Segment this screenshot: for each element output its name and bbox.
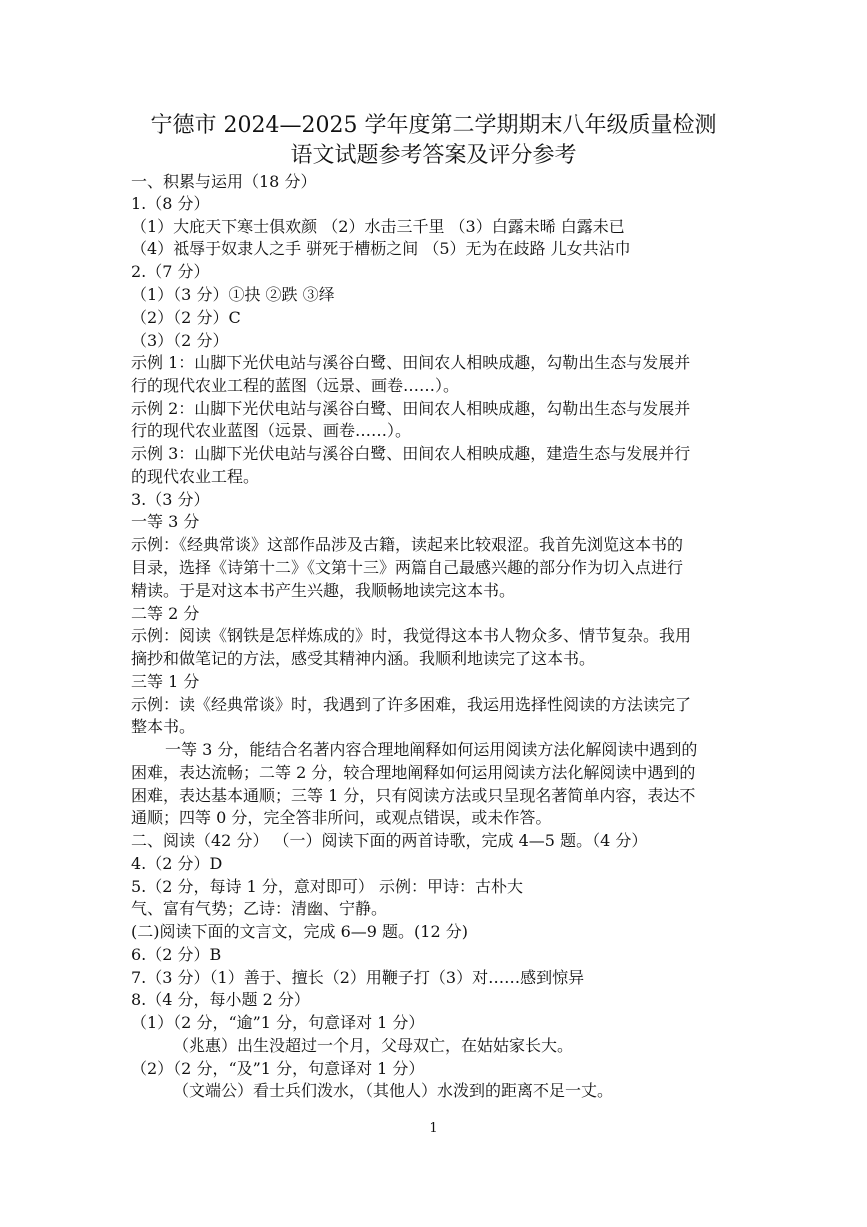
question-number: 3.（3 分） [131, 490, 210, 509]
answer-line: 7.（3 分）（1）善于、擅长（2）用鞭子打（3）对……感到惊异 [131, 968, 585, 987]
answer-line: 5.（2 分，每诗 1 分，意对即可） 示例：甲诗：古朴大 [131, 877, 523, 896]
subsection-heading: (二)阅读下面的文言文，完成 6—9 题。(12 分) [131, 922, 468, 941]
example-text: 行的现代农业蓝图（远景、画卷……）。 [131, 421, 412, 440]
scoring-criteria: 困难，表达流畅；二等 2 分，较合理地阐释如何运用阅读方法化解阅读中遇到的 [131, 763, 696, 782]
answer-line: （1）（3 分）①抉 ②跌 ③绎 [131, 285, 335, 304]
example-text: 示例：《经典常谈》这部作品涉及古籍，读起来比较艰涩。我首先浏览这本书的 [131, 535, 684, 554]
grade-label: 一等 3 分 [131, 512, 200, 531]
question-number: 8.（4 分，每小题 2 分） [131, 990, 310, 1009]
answer-line: 6.（2 分）B [131, 945, 222, 964]
answer-line: 4.（2 分）D [131, 854, 223, 873]
example-text: 精读。于是对这本书产生兴趣，我顺畅地读完这本书。 [131, 581, 516, 600]
translation-text: （兆惠）出生没超过一个月，父母双亡，在姑姑家长大。 [173, 1036, 574, 1055]
answer-line: （1）（2 分，“逾”1 分，句意译对 1 分） [131, 1013, 425, 1032]
document-subtitle: 语文试题参考答案及评分参考 [290, 143, 577, 168]
example-text: 行的现代农业工程的蓝图（远景、画卷……）。 [131, 376, 460, 395]
example-text: 示例：读《经典常谈》时，我遇到了许多困难，我运用选择性阅读的方法读完了 [131, 695, 692, 714]
answer-line: （3）（2 分） [131, 331, 229, 350]
example-text: 示例 2：山脚下光伏电站与溪谷白鹭、田间农人相映成趣，勾勒出生态与发展并 [131, 399, 691, 418]
scoring-criteria: 一等 3 分，能结合名著内容合理地阐释如何运用阅读方法化解阅读中遇到的 [165, 740, 698, 759]
section-heading: 一、积累与运用（18 分） [131, 172, 317, 191]
page-number: 1 [429, 1121, 438, 1136]
example-text: 示例：阅读《钢铁是怎样炼成的》时，我觉得这本书人物众多、情节复杂。我用 [131, 626, 692, 645]
document-title: 宁德市 2024—2025 学年度第二学期期末八年级质量检测 [150, 113, 717, 138]
example-text: 摘抄和做笔记的方法，感受其精神内涵。我顺利地读完了这本书。 [131, 649, 596, 668]
answer-line: （2）（2 分）C [131, 308, 241, 327]
answer-line: （1）大庇天下寒士俱欢颜 （2）水击三千里 （3）白露未晞 白露未已 [131, 217, 625, 236]
scoring-criteria: 通顺；四等 0 分，完全答非所问，或观点错误，或未作答。 [131, 808, 552, 827]
grade-label: 二等 2 分 [131, 604, 200, 623]
answer-line: 气、富有气势；乙诗：清幽、宁静。 [131, 899, 388, 918]
answer-line: （2）（2 分，“及”1 分，句意译对 1 分） [131, 1059, 425, 1078]
example-text: 示例 3：山脚下光伏电站与溪谷白鹭、田间农人相映成趣，建造生态与发展并行 [131, 444, 691, 463]
answer-line: （4）祗辱于奴隶人之手 骈死于槽枥之间 （5）无为在歧路 儿女共沾巾 [131, 239, 631, 258]
example-text: 整本书。 [131, 717, 196, 736]
example-text: 目录，选择《诗第十二》《文第十三》两篇自己最感兴趣的部分作为切入点进行 [131, 558, 684, 577]
translation-text: （文端公）看士兵们泼水，（其他人）水泼到的距离不足一丈。 [173, 1081, 614, 1100]
question-number: 1.（8 分） [131, 194, 210, 213]
section-heading: 二、阅读（42 分） （一）阅读下面的两首诗歌，完成 4—5 题。（4 分） [131, 831, 648, 850]
question-number: 2.（7 分） [131, 262, 210, 281]
example-text: 示例 1：山脚下光伏电站与溪谷白鹭、田间农人相映成趣，勾勒出生态与发展并 [131, 353, 691, 372]
example-text: 的现代农业工程。 [131, 467, 260, 486]
scoring-criteria: 困难，表达基本通顺；三等 1 分，只有阅读方法或只呈现名著简单内容，表达不 [131, 786, 696, 805]
grade-label: 三等 1 分 [131, 672, 200, 691]
